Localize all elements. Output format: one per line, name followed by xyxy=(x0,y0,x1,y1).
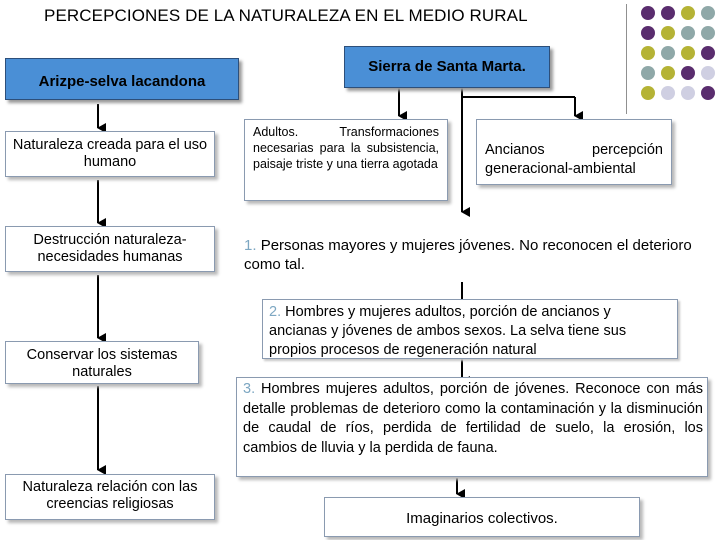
group-3-number: 3. xyxy=(243,381,256,397)
connector-sierra-right xyxy=(462,87,575,97)
group-1-number: 1. xyxy=(244,237,257,254)
ancianos-text: Ancianos percepción generacional-ambiental xyxy=(485,142,663,177)
left-item-3-text: Conservar los sistemas naturales xyxy=(26,347,178,380)
sierra-header-label: Sierra de Santa Marta. xyxy=(368,58,526,75)
left-box-4 xyxy=(5,474,215,520)
left-item-4-text: Naturaleza relación con las creencias religiosas xyxy=(22,479,198,512)
group-1 xyxy=(244,236,699,274)
left-box-1 xyxy=(5,131,215,177)
adultos-text: Adultos. Transformaciones necesarias para la subsistencia, paisaje triste y una tierra agotada xyxy=(253,125,439,171)
group-2-number: 2. xyxy=(269,304,282,320)
group-2-box xyxy=(262,299,678,359)
adultos-box xyxy=(244,119,448,201)
page-title: PERCEPCIONES DE LA NATURALEZA EN EL MEDIO RURAL xyxy=(44,6,528,25)
left-item-1-text: Naturaleza creada para el uso humano xyxy=(12,137,208,170)
group-3-box xyxy=(236,377,708,477)
left-box-2 xyxy=(5,226,215,272)
arizpe-header xyxy=(5,58,239,100)
arizpe-header-label: Arizpe-selva lacandona xyxy=(38,73,206,90)
group-1-text: Personas mayores y mujeres jóvenes. No reconocen el deterioro como tal. xyxy=(244,237,692,273)
group-3-text: Hombres mujeres adultos, porción de jóvenes. Reconoce con más detalle problemas de deterioro como la contaminación y la disminución de caudal de ríos, perdida de fertilidad de suelo, la erosión, los cambios de lluvia y la perdida de fauna. xyxy=(243,381,703,456)
imaginarios-text: Imaginarios colectivos. xyxy=(406,510,558,527)
ancianos-box xyxy=(476,119,672,185)
group-2-text: Hombres y mujeres adultos, porción de ancianos y ancianas y jóvenes de ambos sexos. La selva tiene sus propios procesos de regeneración natural xyxy=(269,304,627,358)
imaginarios-box xyxy=(324,497,640,537)
left-box-3 xyxy=(5,341,199,384)
sierra-header xyxy=(344,46,550,88)
left-item-2-text: Destrucción naturaleza- necesidades humanas xyxy=(33,232,187,265)
